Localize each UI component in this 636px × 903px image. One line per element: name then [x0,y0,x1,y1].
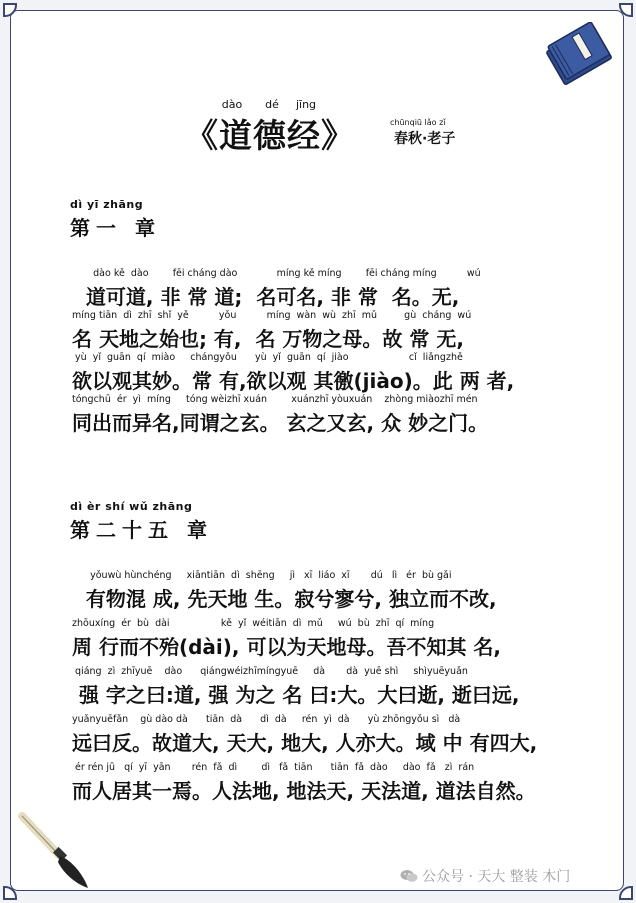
line-pinyin: dào kě dào fēi cháng dào míng kě míng fēi cháng míng wú [72,268,481,279]
chapter-title: 第二十五 章 [70,518,213,542]
text-line [72,352,572,396]
line-text: 远曰反。故道大, 天大, 地大, 人亦大。域 中 有四大, [72,731,538,755]
text-line [72,666,572,710]
chapter-pinyin: dì yī zhāng [70,198,144,211]
author-block [390,118,490,152]
line-pinyin: qiáng zì zhīyuē dào qiángwéizhīmíngyuē dà dà yuē shì shìyuēyuǎn [72,666,468,677]
chapter-heading [70,500,213,543]
line-pinyin: ér rén jū qí yī yān rén fǎ dì dì fǎ tiān tiān fǎ dào dào fǎ zì rán [72,762,475,773]
title-block [180,98,360,154]
watermark-text: 公众号 · 天大 整装 木门 [422,869,571,885]
line-pinyin: yǒuwù hùnchéng xiāntiān dì shēng jì xī liáo xī dú lì ér bù gǎi [72,570,452,581]
line-pinyin: yù yǐ guān qí miào chángyǒu yù yǐ guān qí jiào cǐ liǎngzhě [72,352,463,363]
text-line [72,268,572,312]
line-pinyin: zhōuxíng ér bù dài kě yǐ wéitiān dì mǔ wú bù zhī qí míng [72,618,435,629]
chapter-pinyin: dì èr shí wǔ zhāng [70,500,193,513]
book-icon [542,22,616,88]
watermark [400,866,620,888]
line-text: 强 字之曰:道, 强 为之 名 曰:大。大曰逝, 逝曰远, [72,683,520,707]
pinyin-syllable: jīng [295,98,317,111]
author-pinyin: chūnqiū lǎo zǐ [390,118,446,127]
line-pinyin: míng tiān dì zhī shǐ yě yǒu míng wàn wù zhī mǔ gù cháng wú [72,310,472,321]
chapter-heading [70,198,161,241]
line-text: 名 天地之始也; 有, 名 万物之母。故 常 无, [72,327,464,351]
line-text: 欲以观其妙。常 有,欲以观 其徼(jiào)。此 两 者, [72,369,515,393]
text-line [72,762,572,806]
wechat-icon [400,869,418,883]
line-text: 周 行而不殆(dài), 可以为天地母。吾不知其 名, [72,635,502,659]
author-name: 春秋·老子 [394,131,456,147]
line-text: 道可道, 非 常 道; 名可名, 非 常 名。无, [72,285,460,309]
text-line [72,394,572,438]
brush-icon [14,810,92,890]
pinyin-syllable: dé [265,98,279,111]
page-title: 《道德经》 [185,116,355,155]
text-line [72,618,572,662]
line-text: 有物混 成, 先天地 生。寂兮寥兮, 独立而不改, [72,587,497,611]
text-line [72,570,572,614]
line-text: 同出而异名,同谓之玄。 玄之又玄, 众 妙之门。 [72,411,489,435]
chapter-title: 第一 章 [70,216,161,240]
line-text: 而人居其一焉。人法地, 地法天, 天法道, 道法自然。 [72,779,536,803]
text-line [72,310,572,354]
text-line [72,714,572,758]
pinyin-syllable: dào [221,98,243,111]
line-pinyin: tóngchū ér yì míng tóng wèizhī xuán xuánzhī yòuxuán zhòng miàozhī mén [72,394,478,405]
line-pinyin: yuǎnyuēfǎn gù dào dà tiān dà dì dà rén yì dà yù zhōngyǒu sì dà [72,714,461,725]
